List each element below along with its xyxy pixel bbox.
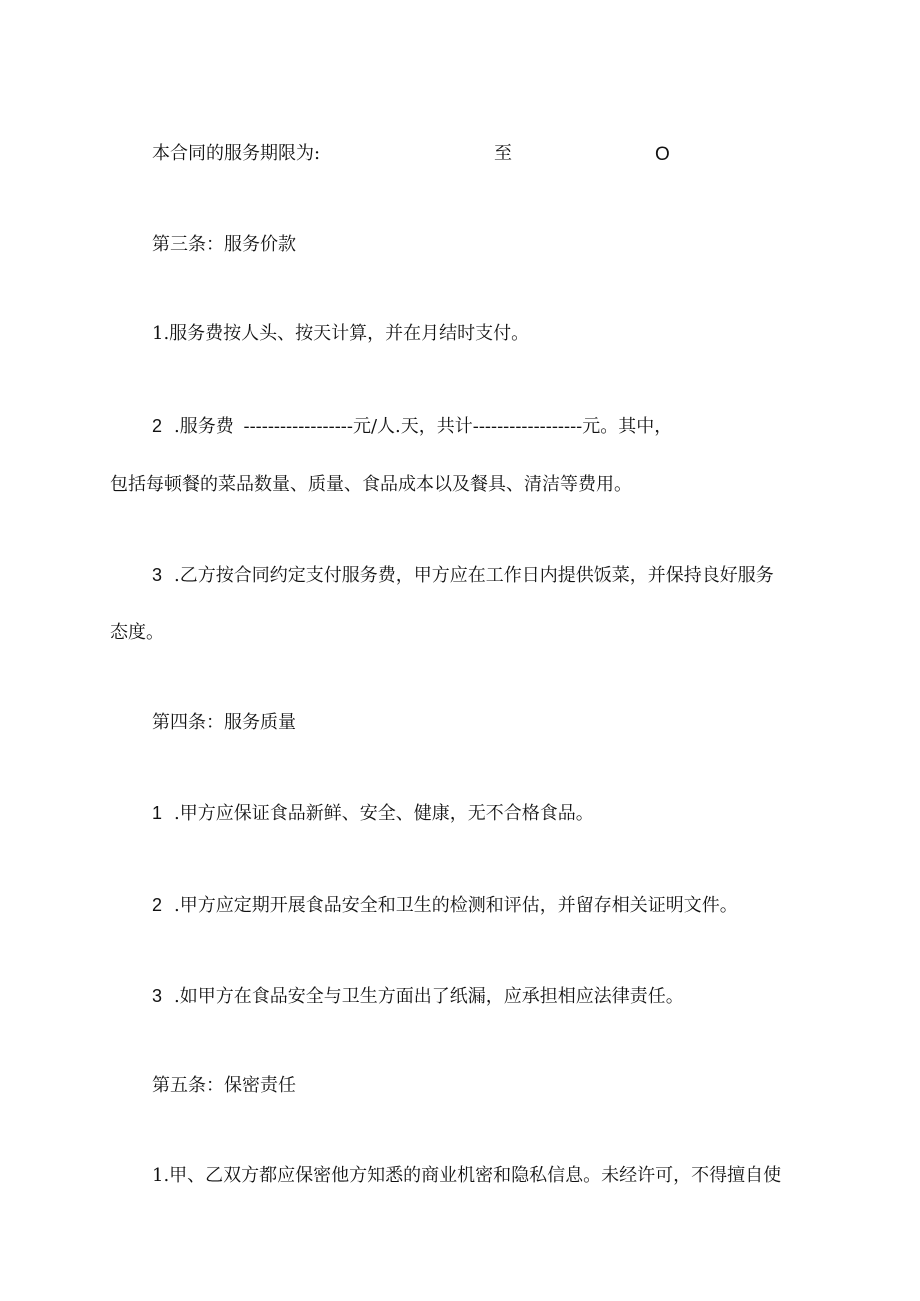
service-period-end-mark: O: [655, 144, 670, 165]
service-period-line: [152, 145, 320, 163]
article-3-item-2-mid: 元/人.天，共计: [352, 416, 473, 437]
article-3-item-1: 1.服务费按人头、按天计算，并在月结时支付。: [152, 323, 530, 344]
article-5-title: 第五条：保密责任: [152, 1075, 296, 1096]
article-3-item-2-prefix: .服务费: [174, 416, 234, 437]
article-3-item-3-number: 3: [152, 565, 163, 585]
fee-per-person-blank: ------------------: [243, 416, 353, 437]
article-3-item-3: [152, 566, 774, 585]
article-4-item-1: [152, 804, 594, 823]
article-4-item-2-text: .甲方应定期开展食品安全和卫生的检测和评估，并留存相关证明文件。: [174, 895, 738, 916]
article-4-item-1-text: .甲方应保证食品新鲜、安全、健康，无不合格食品。: [174, 803, 594, 824]
fee-total-blank: ------------------: [472, 416, 583, 437]
article-3-item-2-continuation: 包括每顿餐的菜品数量、质量、食品成本以及餐具、清洁等费用。: [110, 474, 632, 495]
article-4-item-2: [152, 896, 738, 915]
article-4-title: 第四条：服务质量: [152, 712, 296, 733]
service-period-label: 本合同的服务期限为:: [152, 143, 321, 164]
article-3-item-2-suffix: 元。其中，: [582, 416, 673, 437]
article-3-item-3-text: .乙方按合同约定支付服务费，甲方应在工作日内提供饭菜，并保持良好服务: [174, 565, 774, 586]
article-4-item-2-number: 2: [152, 895, 163, 915]
article-3-item-2-number: 2: [152, 416, 163, 436]
article-3-title: 第三条：服务价款: [152, 234, 296, 255]
article-4-item-3-number: 3: [152, 986, 163, 1006]
article-4-item-3-text: .如甲方在食品安全与卫生方面出了纸漏，应承担相应法律责任。: [174, 986, 684, 1007]
article-4-item-3: [152, 987, 684, 1006]
article-4-item-1-number: 1: [152, 803, 163, 823]
article-5-item-1: 1.甲、乙双方都应保密他方知悉的商业机密和隐私信息。未经许可，不得擅自使: [152, 1165, 782, 1186]
article-3-item-3-continuation: 态度。: [110, 622, 164, 643]
service-period-to: 至: [494, 143, 512, 164]
article-3-item-2: [152, 417, 672, 436]
